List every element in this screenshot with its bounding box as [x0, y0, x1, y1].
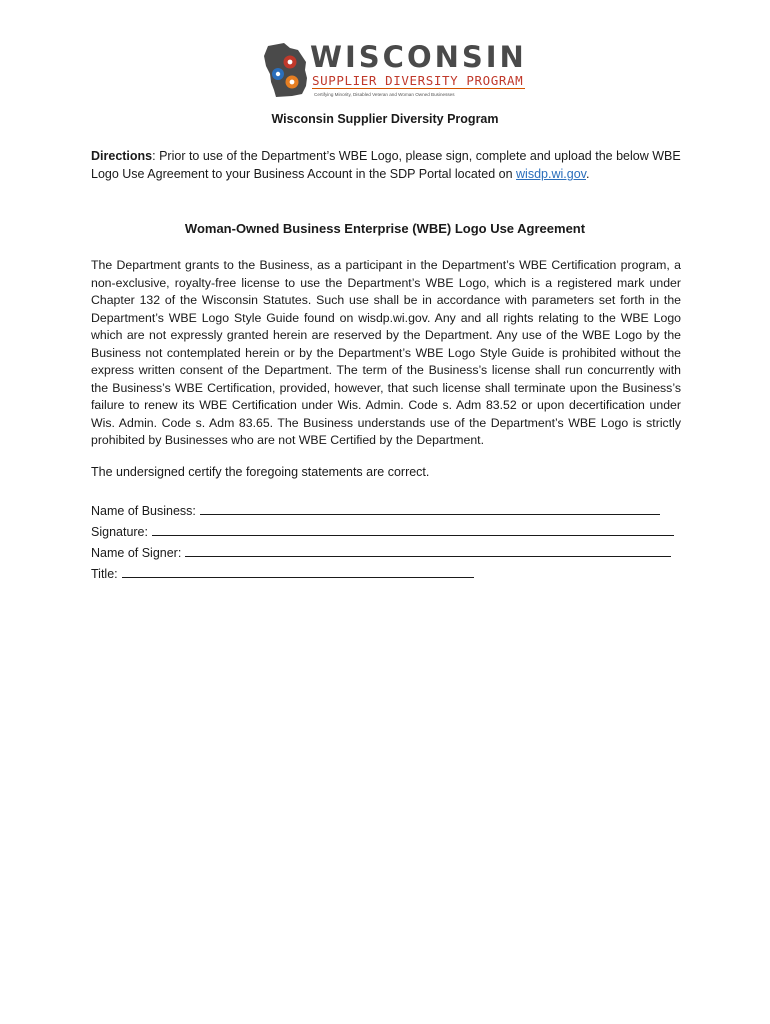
- certify-statement: The undersigned certify the foregoing statements are correct.: [91, 465, 430, 479]
- title-field[interactable]: [122, 566, 474, 578]
- signature-fields: [91, 501, 691, 585]
- directions-period: .: [585, 167, 590, 181]
- agreement-body: The Department grants to the Business, as a participant in the Department’s WBE Certification program, a non-exclusive, royalty-free license to use the Department’s WBE Logo, which is a registered mark under Chapter 132 of the Wisconsin Statutes. Such use shall be in accordance with parameters set forth in the Department’s WBE Logo Style Guide found on wisdp.wi.gov. Any and all rights relating to the WBE Logo which are not expressly granted herein are reserved by the Department. Any use of the WBE Logo by the Business not contemplated herein or by the Department’s WBE Logo Style Guide is prohibited without the express written consent of the Department. The term of the Business’s license shall run concurrently with the Business’s WBE Certification, provided, however, that such license shall terminate upon the Business’s failure to renew its WBE Certification under Wis. Admin. Code s. Adm 83.52 or upon decertification under Wis. Admin. Code s. Adm 83.65. The Business understands use of the Department’s WBE Logo is strictly prohibited by Businesses who are not WBE Certified by the Department.: [91, 258, 681, 447]
- directions-text: : Prior to use of the Department’s WBE Logo, please sign, complete and upload the below WBE Logo Use Agreement to your Business Account in the SDP Portal located on: [91, 149, 681, 181]
- field-row-title: [91, 564, 691, 585]
- sdp-portal-link[interactable]: wisdp.wi.gov: [516, 167, 586, 181]
- directions-label: Directions: [91, 149, 153, 163]
- directions-paragraph: [91, 147, 691, 183]
- field-label: Name of Business:: [91, 504, 196, 518]
- field-label: Title:: [91, 567, 118, 581]
- page-title: Wisconsin Supplier Diversity Program: [271, 112, 499, 126]
- logo-subtitle: SUPPLIER DIVERSITY PROGRAM: [312, 73, 524, 88]
- signature-field[interactable]: [152, 524, 674, 536]
- field-row-business-name: [91, 501, 691, 522]
- field-label: Name of Signer:: [91, 546, 182, 560]
- logo-tagline: Certifying Minority, Disabled Veteran and Woman Owned Businesses: [314, 92, 455, 97]
- field-row-signer-name: [91, 543, 691, 564]
- business-name-field[interactable]: [200, 503, 660, 515]
- field-label: Signature:: [91, 525, 148, 539]
- logo-wordmark: WISCONSIN: [310, 40, 527, 74]
- agreement-title: Woman-Owned Business Enterprise (WBE) Logo Use Agreement: [184, 221, 586, 236]
- field-row-signature: [91, 522, 691, 543]
- wisconsin-map-gears-icon: [262, 40, 312, 102]
- wisconsin-sdp-logo: [262, 40, 527, 104]
- signer-name-field[interactable]: [185, 545, 671, 557]
